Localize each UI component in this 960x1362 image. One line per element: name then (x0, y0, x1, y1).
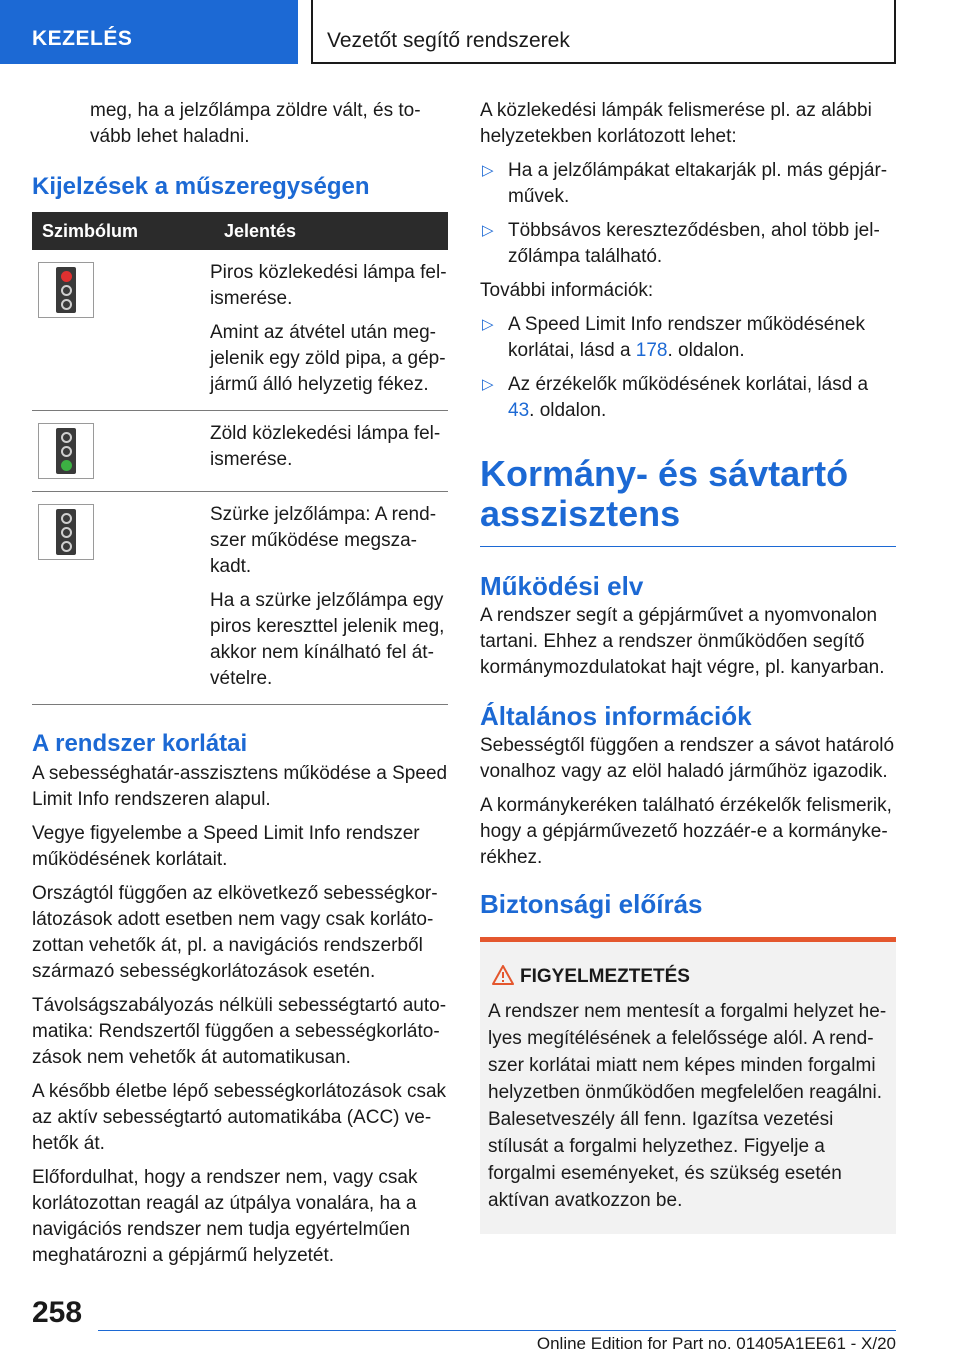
limits-paragraph: A később életbe lépő sebességkorlátozások csak az aktív sebességtartó automatikába (ACC) vehetők át. (32, 1081, 447, 1154)
row-text: Zöld közlekedési lámpa felismerése. (210, 423, 441, 470)
chapter-title: Vezetőt segítő rendszerek (327, 29, 570, 52)
list-item-text: Az érzékelők működésének korlátai, lásd a (508, 374, 869, 395)
list-item-text: A Speed Limit Info rendszer működésének korlátai, lásd a (508, 314, 865, 361)
symbol-table (32, 212, 448, 705)
page-link[interactable]: 43 (508, 400, 530, 421)
section-tab[interactable] (0, 0, 298, 64)
more-info-list (480, 312, 896, 424)
green-traffic-light-icon (38, 423, 94, 479)
limits-heading: A rendszer korlátai (32, 730, 248, 757)
warning-title-text: FIGYELMEZTETÉS (520, 966, 690, 987)
limits-paragraph: Előfordulhat, hogy a rendszer nem, vagy csak korlátozottan reagál az útpálya vonalára, ha a navigációs rendszer nem tudja egyértelműen meghatározni a gépjármű helyzetét. (32, 1167, 418, 1266)
limits-paragraph: Vegye figyelembe a Speed Limit Info rendszer működésének korlátait. (32, 823, 420, 870)
table-row (32, 250, 448, 411)
limits-paragraph: Országtól függően az elkövetkező sebességkorlátozások adott esetben nem vagy csak korlátozottan vehetők át, pl. a navigációs rendszerből származó sebességkorlátozások esetén. (32, 883, 438, 982)
table-row (32, 411, 448, 492)
recognition-list (480, 158, 896, 270)
warning-title (488, 964, 888, 990)
list-item-text: . oldalon. (667, 340, 745, 361)
edition-info: Online Edition for Part no. 01405A1EE61 - X/20 (536, 1334, 896, 1353)
list-item-text: . oldalon. (529, 400, 607, 421)
page-number: 258 (32, 1296, 83, 1329)
list-item (480, 372, 896, 424)
principle-heading: Működési elv (480, 571, 644, 601)
row-text: Ha a szürke jelzőlámpa egy piros kereszttel jelenik meg, akkor nem kínálható fel átvételre. (210, 590, 445, 689)
grey-traffic-light-icon (38, 504, 94, 560)
more-info-label: További információk: (480, 280, 654, 301)
general-paragraph: Sebességtől függően a rendszer a sávot határoló vonalhoz vagy az elöl haladó járműhöz igazodik. (480, 735, 895, 782)
row-text: Szürke jelzőlámpa: A rendszer működése megszakadt. (210, 504, 437, 577)
right-column (480, 98, 896, 1234)
col-meaning-header: Jelentés (210, 212, 448, 250)
section-label: KEZELÉS (32, 27, 133, 50)
principle-text: A rendszer segít a gépjárművet a nyomvonalon tartani. Ehhez a rendszer önműködően segítő kormánymozdulatokat hajt végre, pl. kanyarban. (480, 605, 885, 678)
intro-paragraph: meg, ha a jelzőlámpa zöldre vált, és tovább lehet haladni. (90, 100, 421, 147)
safety-heading: Biztonsági előírás (480, 889, 703, 919)
list-item (480, 312, 896, 364)
displays-heading: Kijelzések a műszeregységen (32, 173, 370, 200)
col-symbol-header: Szimbólum (32, 212, 210, 250)
warning-box (480, 937, 896, 1234)
red-traffic-light-icon (38, 262, 94, 318)
limits-paragraph: Távolságszabályozás nélküli sebességtartó automatika: Rendszertől függően a sebességkorlátozások nem vehetők át automatikusan. (32, 995, 447, 1068)
general-heading: Általános információk (480, 701, 752, 731)
warning-triangle-icon (492, 965, 514, 985)
page-link[interactable]: 178 (635, 340, 668, 361)
main-heading: Kormány- és sávtartó asszisztens (480, 454, 896, 547)
chapter-header (311, 0, 896, 64)
list-item: ▷ Többsávos kereszteződésben, ahol több jelzőlámpa található. (480, 218, 896, 270)
table-row (32, 492, 448, 705)
limits-paragraph: A sebességhatár-asszisztens működése a Speed Limit Info rendszeren alapul. (32, 763, 448, 810)
row-text: Piros közlekedési lámpa felismerése. (210, 262, 447, 309)
footer-divider (98, 1330, 896, 1331)
warning-text: A rendszer nem mentesít a forgalmi helyzet helyes megítélésének a felelőssége alól. A rendszer korlátai miatt nem képes minden forgalmi helyzetben önműködően megfelelően reagálni. Balesetveszély áll fenn. Igazítsa vezetési stílusát a forgalmi helyzethez. Figyelje a forgalmi eseményeket, és szükség esetén aktívan avatkozzon be. (488, 1001, 887, 1211)
recognition-intro: A közlekedési lámpák felismerése pl. az alábbi helyzetekben korlátozott lehet: (480, 100, 872, 147)
list-item: ▷ Ha a jelzőlámpákat eltakarják pl. más gépjárművek. (480, 158, 896, 210)
general-paragraph: A kormánykeréken található érzékelők felismerik, hogy a gépjárművezető hozzáér-e a kormánykerékhez. (480, 795, 892, 868)
left-column (32, 98, 448, 1277)
row-text: Amint az átvétel után megjelenik egy zöld pipa, a gépjármű álló helyzetig fékez. (210, 322, 446, 395)
